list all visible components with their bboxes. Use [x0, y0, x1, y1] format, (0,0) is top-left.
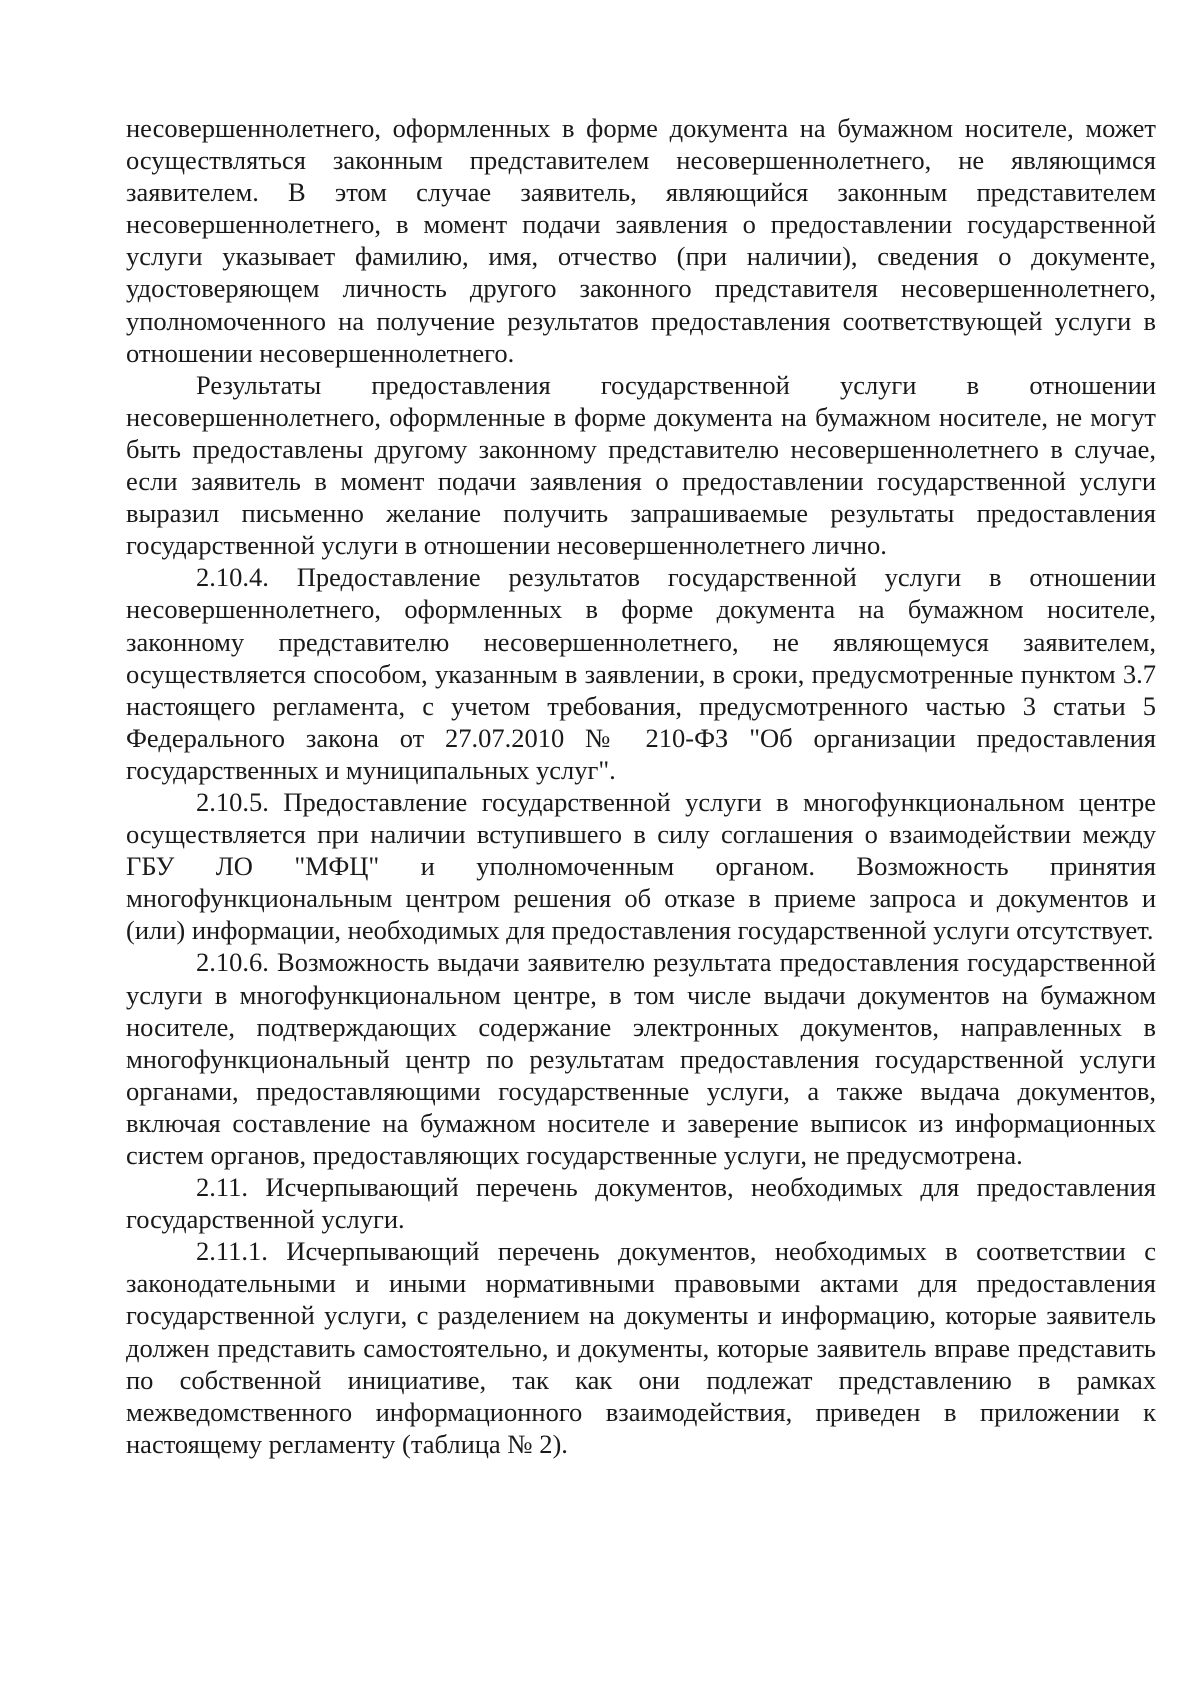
paragraph-continuation: несовершеннолетнего, оформленных в форме документа на бумажном носителе, может осуществляться законным представителем несовершеннолетнего, не являющимся заявителем. В этом случае заявитель, являющийся законным представителем несовершеннолетнего, в момент подачи заявления о предоставлении государственной услуги указывает фамилию, имя, отчество (при наличии), сведения о документе, удостоверяющем личность другого законного представителя несовершеннолетнего, уполномоченного на получение результатов предоставления соответствующей услуги в отношении несовершеннолетнего.: [126, 113, 1156, 368]
paragraph-2-10-5: 2.10.5. Предоставление государственной услуги в многофункциональном центре осуществляется при наличии вступившего в силу соглашения о взаимодействии между ГБУ ЛО "МФЦ" и уполномоченным органом. Возможность принятия многофункциональным центром решения об отказе в приеме запроса и документов и (или) информации, необходимых для предоставления государственной услуги отсутствует.: [126, 786, 1156, 946]
paragraph-2-10-4: 2.10.4. Предоставление результатов государственной услуги в отношении несовершеннолетнего, оформленных в форме документа на бумажном носителе, законному представителю несовершеннолетнего, не являющемуся заявителем, осуществляется способом, указанным в заявлении, в сроки, предусмотренные пунктом 3.7 настоящего регламента, с учетом требования, предусмотренного частью 3 статьи 5 Федерального закона от 27.07.2010 № 210-ФЗ "Об организации предоставления государственных и муниципальных услуг".: [126, 562, 1156, 785]
paragraph-2-10-6: 2.10.6. Возможность выдачи заявителю результата предоставления государственной услуги в многофункциональном центре, в том числе выдачи документов на бумажном носителе, подтверждающих содержание электронных документов, направленных в многофункциональный центр по результатам предоставления государственной услуги органами, предоставляющими государственные услуги, а также выдача документов, включая составление на бумажном носителе и заверение выписок из информационных систем органов, предоставляющих государственные услуги, не предусмотрена.: [126, 947, 1156, 1170]
paragraph-2-11-1: 2.11.1. Исчерпывающий перечень документов, необходимых в соответствии с законодательными и иными нормативными правовыми актами для предоставления государственной услуги, с разделением на документы и информацию, которые заявитель должен представить самостоятельно, и документы, которые заявитель вправе представить по собственной инициативе, так как они подлежат представлению в рамках межведомственного информационного взаимодействия, приведен в приложении к настоящему регламенту (таблица № 2).: [126, 1236, 1156, 1459]
paragraph-results: Результаты предоставления государственной услуги в отношении несовершеннолетнего, оформленные в форме документа на бумажном носителе, не могут быть предоставлены другому законному представителю несовершеннолетнего в случае, если заявитель в момент подачи заявления о предоставлении государственной услуги выразил письменно желание получить запрашиваемые результаты предоставления государственной услуги в отношении несовершеннолетнего лично.: [126, 369, 1156, 561]
document-page: [126, 112, 1156, 1460]
paragraph-2-11: 2.11. Исчерпывающий перечень документов, необходимых для предоставления государственной услуги.: [126, 1172, 1156, 1235]
